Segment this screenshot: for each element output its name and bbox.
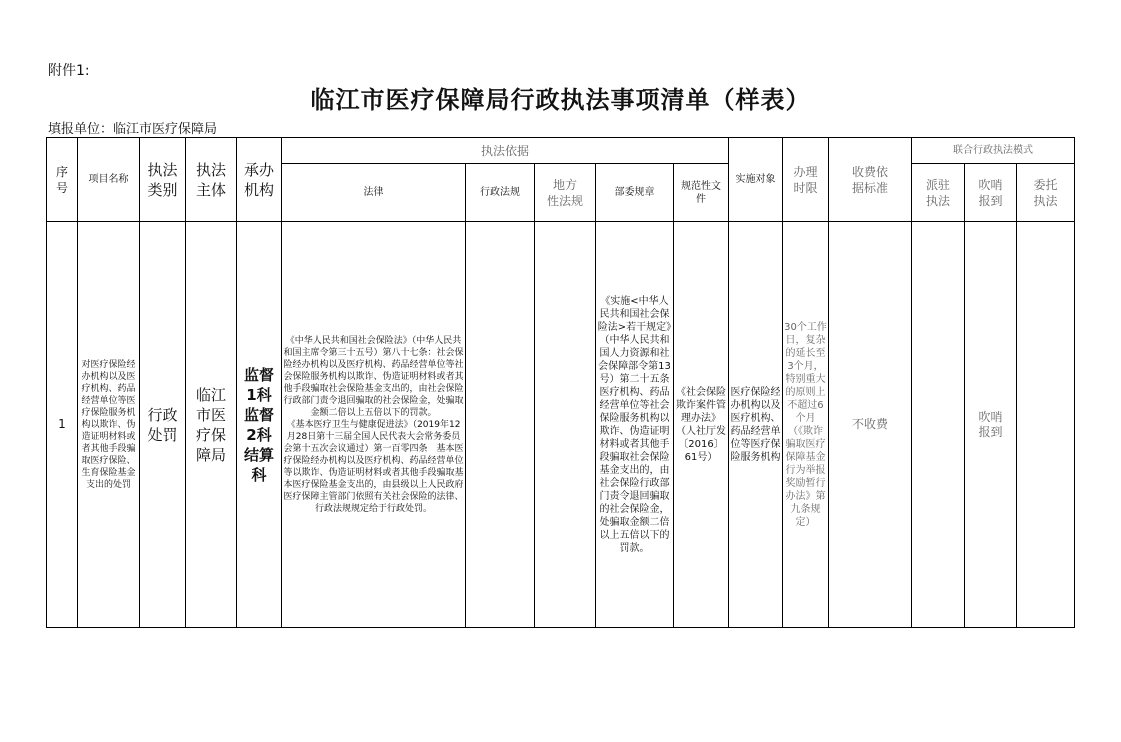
cell-target: 医疗保险经办机构以及医疗机构、药品经营单位等医疗保险服务机构 [729,222,783,628]
cell-dept-rule: 《实施<中华人民共和国社会保险法>若干规定》（中华人民共和国人力资源和社会保障部令第13号）第二十五条 医疗机构、药品经营单位等社会保险服务机构以欺诈、伪造证明材料或者其他手段骗取社会保险基金支出的，由社会保险行政部门责令退回骗取的社会保险金，处骗取金额二倍以上五倍以下的罚款。 [596,222,674,628]
header-time-limit: 办理 时限 [783,138,829,222]
attachment-label: 附件1: [48,63,90,79]
cell-law: 《中华人民共和国社会保险法》（中华人民共和国主席令第三十五号）第八十七条：社会保险经办机构以及医疗机构、药品经营单位等社会保险服务机构以欺诈、伪造证明材料或者其他手段骗取社会保险基金支出的，由社会保险行政部门责令退回骗取的社会保险金，处骗取金额二倍以上五倍以下的罚款。 《基本医疗卫生与健康促进法》（2019年12月28日第十三届全国人民代表大会常务委员会第十五次会议通过）第一百零四条 基本医疗保险经办机构以及医疗机构、药品经营单位等以欺诈、伪造证明材料或者其他手段骗取基本医疗保险基金支出的，由县级以上人民政府医疗保障主管部门依照有关社会保险的法律、行政法规规定给于行政处罚。 [282,222,466,628]
header-category: 执法 类别 [140,138,186,222]
header-entrust: 委托 执法 [1017,164,1075,222]
header-whistle: 吹哨 报到 [965,164,1017,222]
header-basis-group: 执法依据 [282,138,729,164]
cell-time-limit: 30个工作日，复杂的延长至3个月，特别重大的原则上不超过6个月（《欺诈骗取医疗保障基金行为举报奖励暂行办法》第九条规定） [783,222,829,628]
cell-category: 行政 处罚 [140,222,186,628]
cell-seq: 1 [47,222,78,628]
cell-whistle: 吹哨 报到 [965,222,1017,628]
cell-stationed [912,222,965,628]
header-regulation: 行政法规 [466,164,535,222]
cell-local-law [535,222,596,628]
header-local-law: 地方 性法规 [535,164,596,222]
page-title: 临江市医疗保障局行政执法事项清单（样表） [310,85,811,114]
reporting-unit: 填报单位：临江市医疗保障局 [48,122,218,137]
header-stationed: 派驻 执法 [912,164,965,222]
header-target: 实施对象 [729,138,783,222]
table-row [47,222,1075,628]
header-subject: 执法 主体 [186,138,237,222]
cell-item-name: 对医疗保险经办机构以及医疗机构、药品经营单位等医疗保险服务机构以欺诈、伪造证明材料或者其他手段骗取医疗保险、生育保险基金支出的处罚 [78,222,140,628]
cell-fee: 不收费 [829,222,912,628]
cell-normative: 《社会保险欺诈案件管理办法》（人社厅发〔2016〕61号） [674,222,729,628]
header-fee: 收费依 据标准 [829,138,912,222]
header-joint-group: 联合行政执法模式 [912,138,1075,164]
header-normative: 规范性文 件 [674,164,729,222]
enforcement-table [46,137,1075,628]
header-law: 法律 [282,164,466,222]
cell-agency: 监督 1科 监督 2科 结算 科 [237,222,282,628]
cell-subject: 临江 市医 疗保 障局 [186,222,237,628]
cell-entrust [1017,222,1075,628]
header-dept-rule: 部委规章 [596,164,674,222]
header-row-1 [47,138,1075,164]
cell-regulation [466,222,535,628]
header-agency: 承办 机构 [237,138,282,222]
header-item-name: 项目名称 [78,138,140,222]
header-seq: 序 号 [47,138,78,222]
